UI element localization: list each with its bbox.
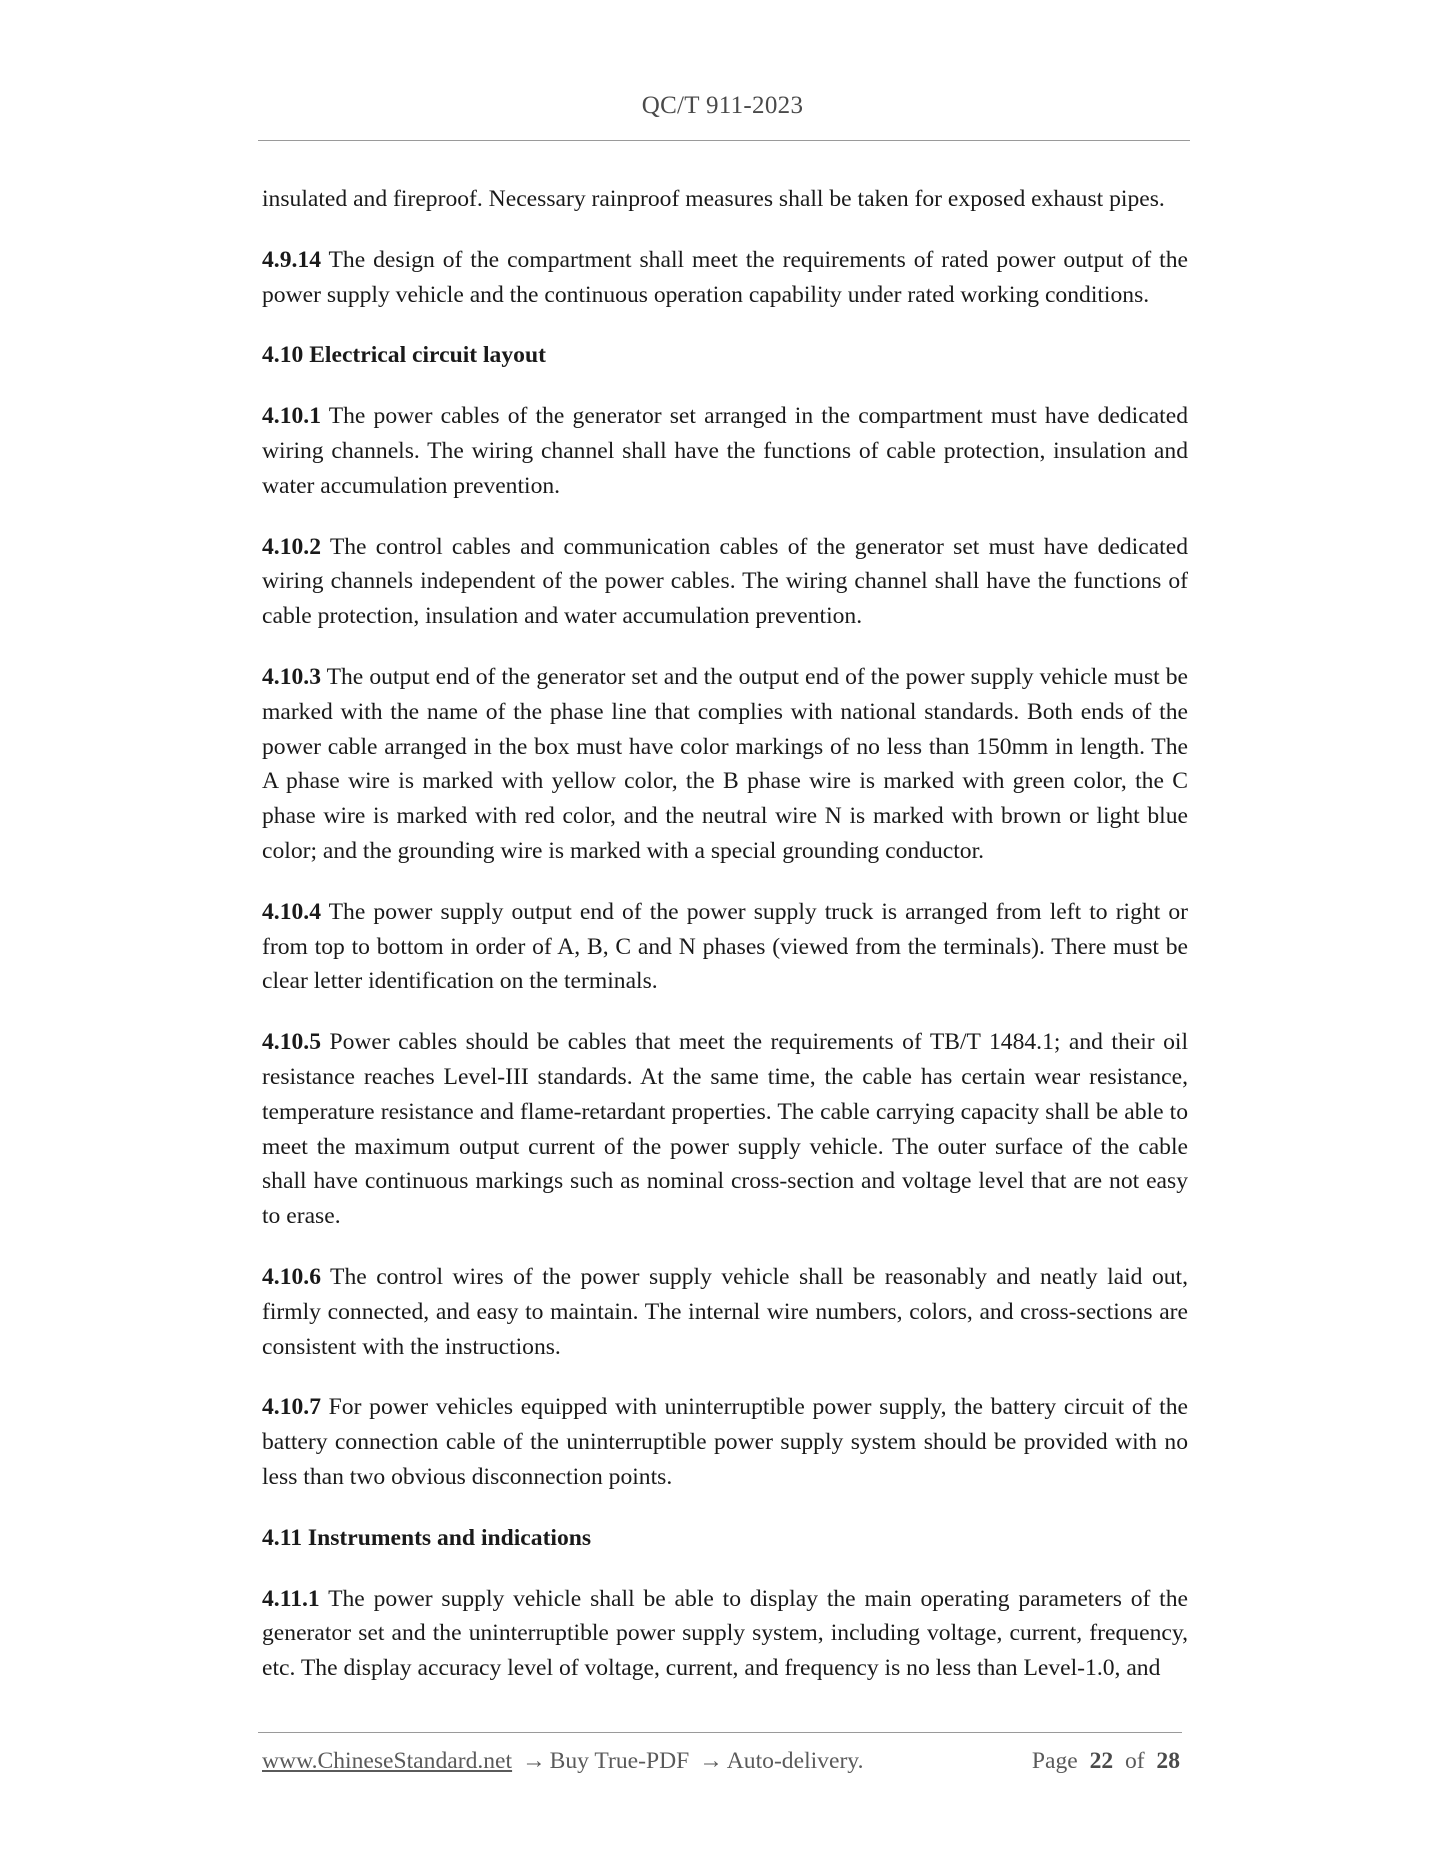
clause-number: 4.10.7 <box>262 1394 321 1421</box>
page-footer <box>262 1748 1180 1782</box>
clause-text: The control wires of the power supply vehicle shall be reasonably and neatly laid out, firmly connected, and easy to maintain. The internal wire numbers, colors, and cross-sections are consistent with the instructions. <box>262 1263 1188 1360</box>
clause-4-10-5 <box>262 1025 1188 1234</box>
document-id-header: QC/T 911-2023 <box>641 92 804 119</box>
total-pages-number: 28 <box>1156 1748 1180 1774</box>
footer-promo <box>262 1748 863 1775</box>
website-link[interactable]: www.ChineseStandard.net <box>262 1748 513 1774</box>
clause-number: 4.10.6 <box>262 1263 321 1290</box>
clause-4-10-3 <box>262 660 1188 869</box>
clause-number: 4.10.3 <box>262 663 321 690</box>
header-divider <box>258 140 1190 141</box>
clause-number: 4.10.4 <box>262 898 321 925</box>
clause-text: The design of the compartment shall meet the requirements of rated power output of the power supply vehicle and the continuous operation capability under rated working conditions. <box>262 246 1188 308</box>
section-heading-4-11: 4.11 Instruments and indications <box>262 1524 592 1551</box>
clause-text: For power vehicles equipped with uninterruptible power supply, the battery circuit of the battery connection cable of the uninterruptible power supply system should be provided with no less than two obvious disconnection points. <box>262 1394 1188 1490</box>
auto-delivery-text: Auto-delivery. <box>726 1748 864 1774</box>
clause-4-10-7 <box>262 1390 1188 1494</box>
clause-text: The power cables of the generator set arranged in the compartment must have dedicated wiring channels. The wiring channel shall have the functions of cable protection, insulation and water accumulation prevention. <box>262 403 1188 499</box>
clause-number: 4.9.14 <box>262 246 321 273</box>
page-indicator <box>1032 1748 1180 1775</box>
section-heading-4-10: 4.10 Electrical circuit layout <box>262 342 546 369</box>
clause-4-10-1 <box>262 399 1188 503</box>
current-page-number: 22 <box>1089 1748 1114 1774</box>
clause-text: The control cables and communication cables of the generator set must have dedicated wiring channels independent of the power cables. The wiring channel shall have the functions of cable protection, insulation and water accumulation prevention. <box>262 533 1188 630</box>
clause-4-10-4 <box>262 895 1188 999</box>
clause-text: The power supply vehicle shall be able to display the main operating parameters of the generator set and the uninterruptible power supply system, including voltage, current, frequency, etc. The display accuracy level of voltage, current, and frequency is no less than Level-1.0, and <box>262 1585 1188 1682</box>
clause-number: 4.10.5 <box>262 1029 321 1056</box>
arrow-right-icon: → <box>522 1748 546 1774</box>
document-body <box>262 182 1188 1712</box>
buy-pdf-text: Buy True-PDF <box>549 1748 690 1774</box>
clause-text: The power supply output end of the power supply truck is arranged from left to right or from top to bottom in order of A, B, C and N phases (viewed from the terminals). There must be clear letter identification on the terminals. <box>262 898 1188 995</box>
footer-divider <box>258 1732 1182 1733</box>
clause-4-10-2 <box>262 530 1188 634</box>
of-label: of <box>1124 1748 1145 1774</box>
clause-4-11-1 <box>262 1582 1188 1686</box>
clause-4-9-14 <box>262 243 1188 313</box>
clause-number: 4.10.2 <box>262 533 321 560</box>
clause-number: 4.10.1 <box>262 403 321 430</box>
clause-text: Power cables should be cables that meet the requirements of TB/T 1484.1; and their oil resistance reaches Level-III standards. At the same time, the cable has certain wear resistance, temperature resistance and flame-retardant properties. The cable carrying capacity shall be able to meet the maximum output current of the power supply vehicle. The outer surface of the cable shall have continuous markings such as nominal cross-section and voltage level that are not easy to erase. <box>262 1029 1188 1230</box>
clause-text: The output end of the generator set and the output end of the power supply vehicle must be marked with the name of the phase line that complies with national standards. Both ends of the power cable arranged in the box must have color markings of no less than 150mm in length. The A phase wire is marked with yellow color, the B phase wire is marked with green color, the C phase wire is marked with red color, and the neutral wire N is marked with brown or light blue color; and the grounding wire is marked with a special grounding conductor. <box>262 663 1188 864</box>
clause-4-10-6 <box>262 1260 1188 1364</box>
clause-number: 4.11.1 <box>262 1585 320 1612</box>
paragraph-continuation: insulated and fireproof. Necessary rainproof measures shall be taken for exposed exhaust pipes. <box>262 186 1165 212</box>
arrow-right-icon: → <box>699 1748 723 1774</box>
page-label: Page <box>1031 1748 1078 1774</box>
